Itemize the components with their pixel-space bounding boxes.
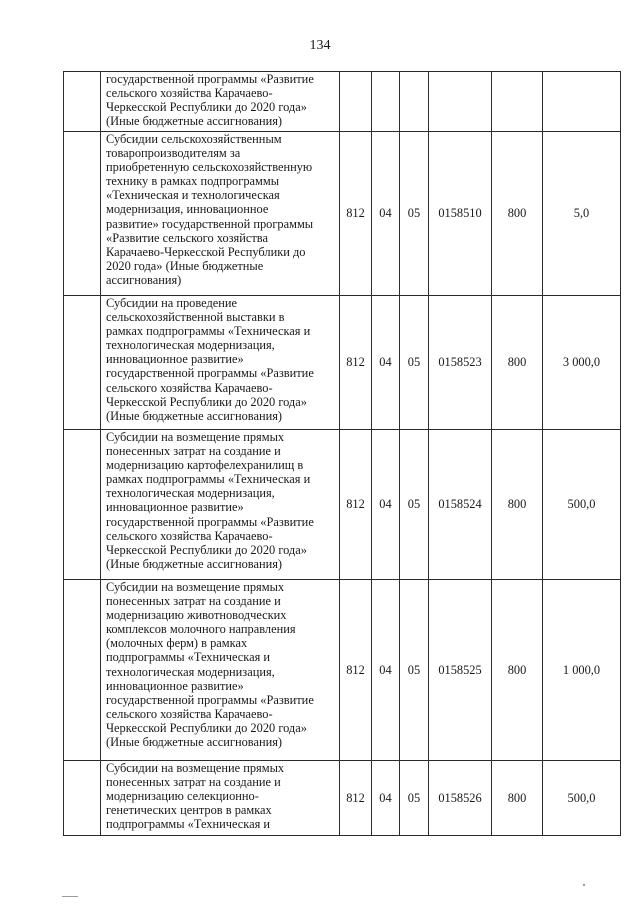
description-line: «Техническая и технологическая xyxy=(106,188,280,203)
description-line: понесенных затрат на создание и xyxy=(106,775,281,790)
description-line: инновационное развитие» xyxy=(106,500,244,515)
budget-table-body xyxy=(64,72,621,836)
description-line: модернизацию селекционно- xyxy=(106,789,259,804)
amount-cell: 3 000,0 xyxy=(543,296,621,430)
budget-table xyxy=(63,71,621,836)
description-line: инновационное развитие» xyxy=(106,352,244,367)
description-line: государственной программы «Развитие xyxy=(106,366,314,381)
description-line: развитие» государственной программы xyxy=(106,216,314,231)
description-line: государственной программы «Развитие xyxy=(106,514,314,529)
section-cell: 04 xyxy=(372,761,400,836)
row-number-cell xyxy=(64,72,101,132)
expense-type-cell: 800 xyxy=(492,580,543,761)
description-line: (Иные бюджетные ассигнования) xyxy=(106,114,283,129)
subsection-cell: 05 xyxy=(400,296,429,430)
table-row xyxy=(64,296,621,430)
description-line: Черкесской Республики до 2020 года» xyxy=(106,394,307,409)
row-number-cell xyxy=(64,430,101,580)
description-line: Субсидии на проведение xyxy=(106,296,238,310)
amount-cell xyxy=(543,72,621,132)
page-number: 134 xyxy=(309,38,331,53)
description-line: технологическая модернизация, xyxy=(106,664,275,679)
description-line: рамках подпрограммы «Техническая и xyxy=(106,324,311,339)
ministry-code-cell xyxy=(340,72,372,132)
subsection-cell: 05 xyxy=(400,132,429,296)
description-line: модернизацию животноводческих xyxy=(106,608,287,623)
description-line: приобретенную сельскохозяйственную xyxy=(106,160,313,175)
expense-type-cell: 800 xyxy=(492,132,543,296)
description-line: 2020 года» (Иные бюджетные xyxy=(106,258,264,273)
description-line: сельского хозяйства Карачаево- xyxy=(106,706,273,721)
section-cell: 04 xyxy=(372,296,400,430)
description-line: инновационное развитие» xyxy=(106,678,244,693)
description-line: (Иные бюджетные ассигнования) xyxy=(106,735,283,750)
row-number-cell xyxy=(64,132,101,296)
description-line: Черкесской Республики до 2020 года» xyxy=(106,100,307,115)
expense-type-cell: 800 xyxy=(492,761,543,836)
table-row xyxy=(64,72,621,132)
table-row xyxy=(64,132,621,296)
description-line: Субсидии на возмещение прямых xyxy=(106,580,285,594)
section-cell xyxy=(372,72,400,132)
ministry-code-cell: 812 xyxy=(340,132,372,296)
description-cell xyxy=(101,296,340,430)
description-line: сельского хозяйства Карачаево- xyxy=(106,86,273,101)
description-cell xyxy=(101,580,340,761)
row-number-cell xyxy=(64,296,101,430)
description-line: Черкесской Республики до 2020 года» xyxy=(106,542,307,557)
description-line: подпрограммы «Техническая и xyxy=(106,650,271,665)
target-article-cell: 0158526 xyxy=(429,761,492,836)
description-line: технику в рамках подпрограммы xyxy=(106,174,280,189)
amount-cell: 5,0 xyxy=(543,132,621,296)
description-line: технологическая модернизация, xyxy=(106,338,275,353)
description-line: Субсидии сельскохозяйственным xyxy=(106,132,282,146)
ministry-code-cell: 812 xyxy=(340,580,372,761)
description-line: модернизация, инновационное xyxy=(106,202,269,217)
description-line: генетических центров в рамках xyxy=(106,803,272,818)
description-line: модернизацию картофелехранилищ в xyxy=(106,458,304,473)
table-row xyxy=(64,430,621,580)
description-cell xyxy=(101,72,340,132)
description-line: ассигнования) xyxy=(106,272,182,287)
subsection-cell: 05 xyxy=(400,761,429,836)
description-line: сельского хозяйства Карачаево- xyxy=(106,380,273,395)
description-line: подпрограммы «Техническая и xyxy=(106,817,271,832)
amount-cell: 500,0 xyxy=(543,761,621,836)
target-article-cell: 0158510 xyxy=(429,132,492,296)
description-line: товаропроизводителям за xyxy=(106,146,241,161)
expense-type-cell xyxy=(492,72,543,132)
row-number-cell xyxy=(64,761,101,836)
target-article-cell xyxy=(429,72,492,132)
description-line: Черкесской Республики до 2020 года» xyxy=(106,720,307,735)
expense-type-cell: 800 xyxy=(492,430,543,580)
subsection-cell: 05 xyxy=(400,430,429,580)
table-row xyxy=(64,761,621,836)
section-cell: 04 xyxy=(372,580,400,761)
description-line: понесенных затрат на создание и xyxy=(106,444,281,459)
description-cell xyxy=(101,430,340,580)
description-line: комплексов молочного направления xyxy=(106,622,296,637)
ministry-code-cell: 812 xyxy=(340,296,372,430)
description-line: (Иные бюджетные ассигнования) xyxy=(106,408,283,423)
table-row xyxy=(64,580,621,761)
expense-type-cell: 800 xyxy=(492,296,543,430)
description-line: Субсидии на возмещение прямых xyxy=(106,430,285,444)
description-cell xyxy=(101,132,340,296)
scan-speck xyxy=(583,884,585,886)
target-article-cell: 0158524 xyxy=(429,430,492,580)
description-line: сельскохозяйственной выставки в xyxy=(106,310,285,325)
description-line: (Иные бюджетные ассигнования) xyxy=(106,556,283,571)
subsection-cell: 05 xyxy=(400,580,429,761)
amount-cell: 500,0 xyxy=(543,430,621,580)
section-cell: 04 xyxy=(372,430,400,580)
description-line: Карачаево-Черкесской Республики до xyxy=(106,244,306,259)
description-line: государственной программы «Развитие xyxy=(106,72,314,86)
description-line: (молочных ферм) в рамках xyxy=(106,636,248,651)
ministry-code-cell: 812 xyxy=(340,761,372,836)
description-line: рамках подпрограммы «Техническая и xyxy=(106,472,311,487)
description-line: государственной программы «Развитие xyxy=(106,692,314,707)
row-number-cell xyxy=(64,580,101,761)
subsection-cell xyxy=(400,72,429,132)
target-article-cell: 0158523 xyxy=(429,296,492,430)
description-cell xyxy=(101,761,340,836)
description-line: «Развитие сельского хозяйства xyxy=(106,230,268,245)
amount-cell: 1 000,0 xyxy=(543,580,621,761)
description-line: технологическая модернизация, xyxy=(106,486,275,501)
scan-speck xyxy=(62,896,78,897)
section-cell: 04 xyxy=(372,132,400,296)
description-line: понесенных затрат на создание и xyxy=(106,594,281,609)
description-line: сельского хозяйства Карачаево- xyxy=(106,528,273,543)
target-article-cell: 0158525 xyxy=(429,580,492,761)
description-line: Субсидии на возмещение прямых xyxy=(106,761,285,775)
ministry-code-cell: 812 xyxy=(340,430,372,580)
